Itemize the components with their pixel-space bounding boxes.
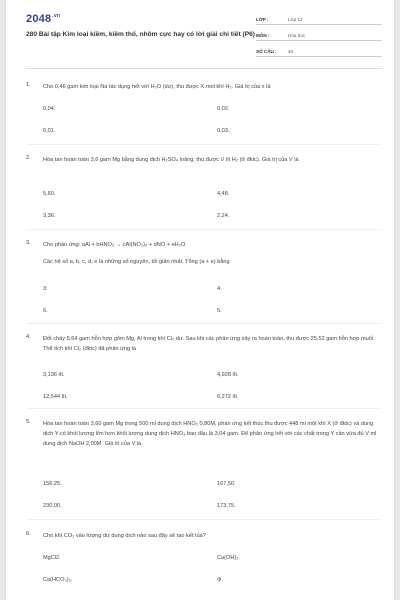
option-a[interactable]: 0,04. (43, 106, 56, 112)
option-d[interactable]: 173,75. (217, 503, 236, 509)
document-header (6, 0, 394, 58)
document-meta (256, 11, 382, 59)
question-separator (26, 519, 382, 520)
option-d[interactable]: 5. (217, 308, 222, 314)
question-text: Đốt cháy 5,64 gam hỗn hợp gồm Mg, Al trong khí Cl₂ dư. Sau khi các phản ứng xảy ra hoàn toàn, thu được 25,52 gam hỗn hợp muối. Thể tích khí Cl₂ (đktc) đã phản ứng là (43, 336, 375, 352)
meta-row-count: SỐ CÂU : 40 (256, 43, 382, 57)
site-logo[interactable]: $2048^{.vn}$ (26, 13, 61, 25)
option-d[interactable]: 6,272 lít. (217, 394, 239, 400)
option-b[interactable]: 4,928 lít. (217, 372, 239, 378)
question-number: 4. (26, 334, 31, 340)
option-d[interactable]: 2,24. (217, 213, 230, 219)
option-c[interactable]: 3,36. (43, 213, 56, 219)
option-a[interactable]: MgCl2. (43, 555, 61, 561)
question-number: 6. (26, 531, 31, 537)
option-b[interactable]: 4,48. (217, 191, 230, 197)
option-d[interactable]: 0,03. (217, 128, 230, 134)
question-text: Hòa tan hoàn toàn 3,60 gam Mg trong 500 ml dung dịch HNO₃ 0,80M, phản ứng kết thúc thu được 448 ml một khí X (ở đktc) và dung dịch Y có khối lượng lớn hơn khối lượng dung dịch HNO₃ ban đầu là 3,04 gam. Để phản ứng hết với các chất trong Y cần vừa đủ V ml dung dịch NaOH 2,00M. Giá trị của V là (43, 421, 377, 447)
question-separator (26, 144, 382, 145)
question-number: 3. (26, 240, 31, 246)
question-text: Cho 0,46 gam kim loại Na tác dụng hết với H₂O (dư), thu được X mol khí H₂. Giá trị của x là (43, 84, 271, 90)
document-title: 280 Bài tập Kim loại kiềm, kiềm thổ, nhôm cực hay có lời giải chi tiết (P6) (26, 31, 255, 38)
question-text: Hòa tan hoàn toàn 3,6 gam Mg bằng dung dịch H₂SO₄ loãng, thu được V lít H₂ (ở đktc). Giá trị của V là (43, 157, 299, 163)
option-c[interactable]: Ca(HCO₃)₂. (43, 577, 73, 583)
option-b[interactable]: 4. (217, 286, 222, 292)
question-number: 1. (26, 82, 31, 88)
header-divider (26, 68, 382, 69)
option-a[interactable]: 5,60. (43, 191, 56, 197)
question-number: 5. (26, 419, 31, 425)
question-number: 2. (26, 155, 31, 161)
question-instruction: Các hệ số a, b, c, d, e là những số nguyên, tối giản nhất. Tổng (a + e) bằng (43, 259, 230, 265)
question-text (43, 240, 377, 267)
option-c[interactable]: 12,544 lít. (43, 394, 68, 400)
question-text: Cho khí CO₂ vào lượng dư dung dịch nào sau đây sẽ tạo kết tủa? (43, 533, 206, 539)
question-equation: Cho phản ứng: aAl + bHNO₃ → cAl(NO₃)₃ + dNO + eH₂O. (43, 242, 187, 248)
meta-row-class: LỚP : Lớp 12 (256, 11, 382, 25)
option-b[interactable]: Ca(OH)₂. (217, 555, 240, 561)
option-a[interactable]: 156,25. (43, 481, 62, 487)
option-b[interactable]: 0,02. (217, 106, 230, 112)
question-separator (26, 229, 382, 230)
question-separator (26, 408, 382, 409)
option-c[interactable]: 230,00. (43, 503, 62, 509)
option-a[interactable]: 3,136 lít. (43, 372, 65, 378)
meta-row-subject: MÔN : Hóa học (256, 27, 382, 41)
option-c[interactable]: 6. (43, 308, 48, 314)
option-b[interactable]: 167,50. (217, 481, 236, 487)
option-c[interactable]: 0,01. (43, 128, 56, 134)
option-a[interactable]: 3. (43, 286, 48, 292)
question-separator (26, 323, 382, 324)
option-d[interactable]: Φ (217, 577, 222, 583)
document-page (6, 0, 394, 600)
